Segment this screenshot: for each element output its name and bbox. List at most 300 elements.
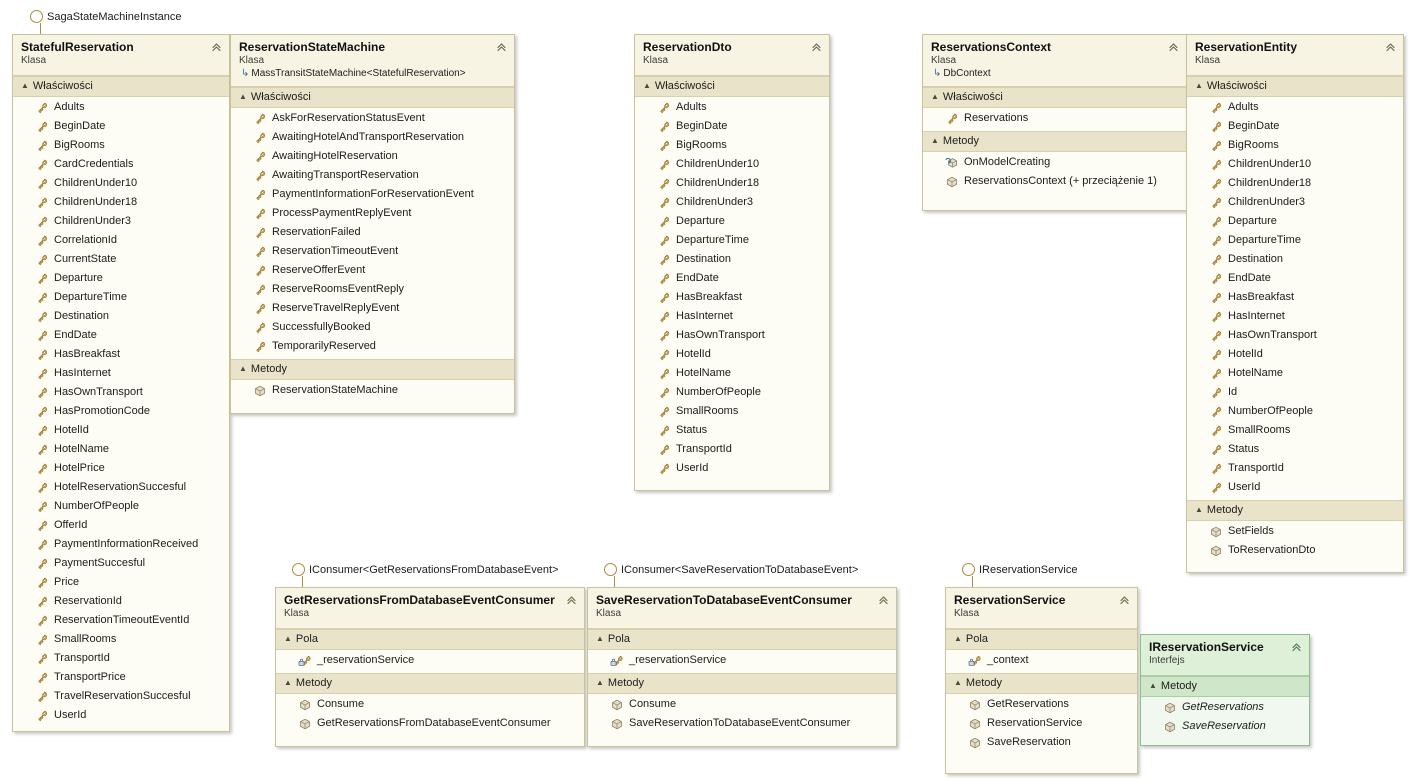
member-row[interactable] — [13, 668, 229, 687]
member-row[interactable] — [1187, 522, 1403, 541]
section-header-pola[interactable] — [588, 629, 896, 650]
class-base-type-label: MassTransitStateMachine<StatefulReservation> — [251, 68, 466, 79]
class-box-reservation-entity[interactable] — [1186, 34, 1404, 573]
property-icon — [1209, 101, 1223, 115]
section-toggle-triangle-icon[interactable]: ▲ — [954, 633, 962, 643]
member-row[interactable] — [635, 345, 829, 364]
section-toggle-triangle-icon[interactable]: ▲ — [1149, 680, 1157, 690]
member-label: Adults — [54, 101, 85, 113]
member-row[interactable] — [13, 117, 229, 136]
member-list — [231, 108, 514, 359]
member-row[interactable] — [588, 651, 896, 670]
section-toggle-triangle-icon[interactable]: ▲ — [643, 80, 651, 90]
property-icon — [35, 253, 49, 267]
member-row[interactable] — [231, 261, 514, 280]
member-row[interactable] — [231, 299, 514, 318]
lollipop-circle-icon — [30, 10, 43, 23]
property-icon — [35, 538, 49, 552]
lollipop-label: IConsumer<SaveReservationToDatabaseEvent> — [621, 563, 859, 576]
class-box-ireservation-service[interactable] — [1140, 634, 1310, 746]
member-row[interactable] — [635, 117, 829, 136]
member-row[interactable] — [1187, 117, 1403, 136]
class-base-type — [239, 67, 506, 81]
property-icon — [35, 690, 49, 704]
property-icon — [1209, 329, 1223, 343]
property-icon — [35, 443, 49, 457]
lollipop-label: IReservationService — [979, 563, 1078, 576]
collapse-chevron-icon[interactable] — [877, 593, 890, 606]
property-icon — [35, 329, 49, 343]
member-row[interactable] — [13, 440, 229, 459]
member-row[interactable] — [635, 402, 829, 421]
interface-lollipop-iconsumer-getreservations[interactable] — [292, 563, 558, 576]
member-row[interactable] — [588, 695, 896, 714]
section-label: Właściwości — [250, 91, 311, 103]
member-row[interactable] — [1187, 326, 1403, 345]
collapse-chevron-icon[interactable] — [1290, 640, 1303, 653]
member-row[interactable] — [1187, 478, 1403, 497]
section-toggle-triangle-icon[interactable]: ▲ — [1195, 80, 1203, 90]
member-row[interactable] — [13, 592, 229, 611]
member-label: OnModelCreating — [964, 156, 1051, 168]
section-label: Właściwości — [32, 80, 93, 92]
member-row[interactable] — [1187, 212, 1403, 231]
property-icon — [35, 595, 49, 609]
member-row[interactable] — [635, 288, 829, 307]
section-header-metody[interactable] — [946, 673, 1137, 694]
method-icon — [298, 717, 312, 731]
section-toggle-triangle-icon[interactable]: ▲ — [931, 135, 939, 145]
member-list — [923, 152, 1186, 194]
collapse-chevron-icon[interactable] — [810, 40, 823, 53]
section-label: Metody — [1206, 504, 1243, 516]
property-icon — [35, 101, 49, 115]
class-title: ReservationStateMachine — [239, 40, 386, 54]
property-icon — [35, 120, 49, 134]
section-toggle-triangle-icon[interactable]: ▲ — [21, 80, 29, 90]
member-list — [13, 97, 229, 728]
member-label: NumberOfPeople — [1228, 405, 1313, 417]
member-row[interactable] — [635, 269, 829, 288]
member-row[interactable] — [1187, 193, 1403, 212]
section-toggle-triangle-icon[interactable]: ▲ — [284, 633, 292, 643]
member-row[interactable] — [1187, 345, 1403, 364]
property-icon — [657, 120, 671, 134]
property-icon — [253, 150, 267, 164]
collapse-chevron-icon[interactable] — [1384, 40, 1397, 53]
member-row[interactable] — [276, 695, 584, 714]
member-label: Adults — [1228, 101, 1259, 113]
member-row[interactable] — [231, 242, 514, 261]
property-icon — [35, 139, 49, 153]
property-icon — [253, 169, 267, 183]
member-label: GetReservations — [1182, 701, 1264, 713]
property-icon — [1209, 196, 1223, 210]
member-label: UserId — [676, 462, 709, 474]
class-stereotype: Klasa — [931, 55, 957, 66]
member-row[interactable] — [1141, 717, 1309, 736]
lollipop-label: SagaStateMachineInstance — [47, 10, 182, 23]
member-row[interactable] — [13, 326, 229, 345]
property-icon — [657, 177, 671, 191]
member-row[interactable] — [1141, 698, 1309, 717]
class-box-reservation-state-machine[interactable] — [230, 34, 515, 414]
property-icon — [35, 291, 49, 305]
section-header-właściwości[interactable] — [231, 87, 514, 108]
section-header-pola[interactable] — [276, 629, 584, 650]
member-label: _context — [987, 654, 1029, 666]
member-row[interactable] — [635, 307, 829, 326]
member-row[interactable] — [635, 193, 829, 212]
member-label: ReservationService — [987, 717, 1083, 729]
member-row[interactable] — [231, 128, 514, 147]
member-row[interactable] — [13, 136, 229, 155]
collapse-chevron-icon[interactable] — [495, 40, 508, 53]
property-icon — [657, 367, 671, 381]
class-title: ReservationService — [954, 593, 1066, 607]
property-icon — [1209, 443, 1223, 457]
member-row[interactable] — [13, 307, 229, 326]
member-label: SmallRooms — [676, 405, 739, 417]
property-icon — [253, 245, 267, 259]
member-label: GetReservations — [987, 698, 1069, 710]
property-icon — [35, 709, 49, 723]
method-override-icon — [945, 156, 959, 170]
member-row[interactable] — [13, 402, 229, 421]
member-label: TemporarilyReserved — [272, 340, 376, 352]
member-label: ReserveTravelReplyEvent — [272, 302, 400, 314]
method-icon — [610, 698, 624, 712]
property-icon — [1209, 158, 1223, 172]
property-icon — [35, 481, 49, 495]
class-box-reservation-service[interactable] — [945, 587, 1138, 774]
member-row[interactable] — [1187, 421, 1403, 440]
member-label: Price — [54, 576, 80, 588]
section-toggle-triangle-icon[interactable]: ▲ — [596, 633, 604, 643]
property-icon — [657, 291, 671, 305]
member-label: SmallRooms — [54, 633, 117, 645]
property-icon — [945, 112, 959, 126]
section-header-metody[interactable] — [276, 673, 584, 694]
member-label: Reservations — [964, 112, 1029, 124]
member-row[interactable] — [231, 381, 514, 400]
method-icon — [1163, 720, 1177, 734]
member-label: ReserveOfferEvent — [272, 264, 366, 276]
member-row[interactable] — [1187, 136, 1403, 155]
member-label: BeginDate — [54, 120, 106, 132]
member-row[interactable] — [13, 706, 229, 725]
member-row[interactable] — [1187, 231, 1403, 250]
member-row[interactable] — [13, 687, 229, 706]
property-icon — [35, 519, 49, 533]
property-icon — [253, 302, 267, 316]
member-row[interactable] — [13, 459, 229, 478]
member-row[interactable] — [13, 345, 229, 364]
lollipop-label: IConsumer<GetReservationsFromDatabaseEvent> — [309, 563, 559, 576]
class-stereotype: Klasa — [239, 55, 265, 66]
member-row[interactable] — [231, 185, 514, 204]
member-row[interactable] — [13, 212, 229, 231]
property-icon — [253, 264, 267, 278]
section-label: Właściwości — [1206, 80, 1267, 92]
member-row[interactable] — [231, 223, 514, 242]
member-label: ChildrenUnder10 — [1228, 158, 1312, 170]
member-row[interactable] — [13, 497, 229, 516]
member-row[interactable] — [13, 516, 229, 535]
member-row[interactable] — [231, 109, 514, 128]
member-row[interactable] — [635, 155, 829, 174]
class-title: IReservationService — [1149, 640, 1264, 654]
member-label: HotelId — [54, 424, 89, 436]
member-row[interactable] — [231, 147, 514, 166]
property-icon — [657, 424, 671, 438]
member-label: TransportId — [676, 443, 732, 455]
interface-lollipop-saga-state-machine-instance[interactable] — [30, 10, 182, 23]
property-icon — [35, 272, 49, 286]
member-row[interactable] — [946, 714, 1137, 733]
member-list — [923, 108, 1186, 131]
interface-lollipop-iconsumer-savereservation[interactable] — [604, 563, 858, 576]
member-row[interactable] — [1187, 288, 1403, 307]
member-row[interactable] — [635, 212, 829, 231]
member-label: SmallRooms — [1228, 424, 1291, 436]
class-header — [923, 35, 1186, 87]
method-icon — [1209, 525, 1223, 539]
property-icon — [253, 207, 267, 221]
member-row[interactable] — [635, 459, 829, 478]
interface-lollipop-ireservationservice[interactable] — [962, 563, 1077, 576]
property-icon — [35, 386, 49, 400]
member-label: TransportPrice — [54, 671, 126, 683]
member-row[interactable] — [13, 155, 229, 174]
collapse-chevron-icon[interactable] — [1118, 593, 1131, 606]
member-row[interactable] — [1187, 402, 1403, 421]
member-row[interactable] — [1187, 383, 1403, 402]
member-row[interactable] — [946, 651, 1137, 670]
member-row[interactable] — [13, 231, 229, 250]
member-label: HotelReservationSuccesful — [54, 481, 187, 493]
section-toggle-triangle-icon[interactable]: ▲ — [954, 677, 962, 687]
member-label: PaymentInformationReceived — [54, 538, 199, 550]
class-box-get-reservations-from-database-event-consumer[interactable] — [275, 587, 585, 747]
member-row[interactable] — [13, 174, 229, 193]
member-label: HotelId — [676, 348, 711, 360]
member-label: HasOwnTransport — [1228, 329, 1317, 341]
member-row[interactable] — [13, 535, 229, 554]
member-label: ReserveRoomsEventReply — [272, 283, 405, 295]
member-label: ChildrenUnder3 — [54, 215, 132, 227]
member-row[interactable] — [13, 364, 229, 383]
member-label: HasInternet — [676, 310, 733, 322]
property-icon — [657, 386, 671, 400]
member-row[interactable] — [635, 98, 829, 117]
member-row[interactable] — [231, 204, 514, 223]
member-label: Destination — [1228, 253, 1284, 265]
member-row[interactable] — [13, 269, 229, 288]
collapse-chevron-icon[interactable] — [565, 593, 578, 606]
inheritance-arrow-icon: ↳ — [241, 68, 250, 79]
member-row[interactable] — [923, 153, 1186, 172]
member-row[interactable] — [276, 714, 584, 733]
section-header-metody[interactable] — [1187, 500, 1403, 521]
section-toggle-triangle-icon[interactable]: ▲ — [239, 91, 247, 101]
class-title: StatefulReservation — [21, 40, 134, 54]
member-row[interactable] — [635, 440, 829, 459]
method-icon — [1163, 701, 1177, 715]
member-label: Adults — [676, 101, 707, 113]
member-row[interactable] — [13, 649, 229, 668]
property-icon — [253, 283, 267, 297]
member-row[interactable] — [13, 611, 229, 630]
section-toggle-triangle-icon[interactable]: ▲ — [284, 677, 292, 687]
section-header-właściwości[interactable] — [1187, 76, 1403, 97]
member-row[interactable] — [231, 280, 514, 299]
property-icon — [35, 234, 49, 248]
member-row[interactable] — [635, 326, 829, 345]
member-row[interactable] — [946, 733, 1137, 752]
member-row[interactable] — [276, 651, 584, 670]
member-row[interactable] — [13, 630, 229, 649]
collapse-chevron-icon[interactable] — [210, 40, 223, 53]
property-icon — [253, 112, 267, 126]
property-icon — [35, 576, 49, 590]
member-label: SaveReservationToDatabaseEventConsumer — [629, 717, 851, 729]
section-toggle-triangle-icon[interactable]: ▲ — [239, 363, 247, 373]
member-row[interactable] — [1187, 98, 1403, 117]
member-row[interactable] — [635, 231, 829, 250]
member-label: BigRooms — [1228, 139, 1279, 151]
member-row[interactable] — [1187, 541, 1403, 560]
member-label: _reservationService — [317, 654, 415, 666]
member-row[interactable] — [1187, 459, 1403, 478]
property-icon — [35, 310, 49, 324]
member-list — [635, 97, 829, 481]
class-box-stateful-reservation[interactable] — [12, 34, 230, 732]
property-icon — [1209, 386, 1223, 400]
member-row[interactable] — [13, 573, 229, 592]
member-row[interactable] — [13, 193, 229, 212]
member-label: OfferId — [54, 519, 88, 531]
member-row[interactable] — [231, 318, 514, 337]
section-header-metody[interactable] — [923, 131, 1186, 152]
property-icon — [657, 139, 671, 153]
member-row[interactable] — [1187, 364, 1403, 383]
class-box-reservation-dto[interactable] — [634, 34, 830, 491]
member-label: Id — [1228, 386, 1238, 398]
member-label: Consume — [629, 698, 677, 710]
property-icon — [253, 321, 267, 335]
class-header — [946, 588, 1137, 629]
member-row[interactable] — [635, 136, 829, 155]
member-label: DepartureTime — [1228, 234, 1301, 246]
member-row[interactable] — [946, 695, 1137, 714]
section-header-metody[interactable] — [231, 359, 514, 380]
member-label: HotelPrice — [54, 462, 105, 474]
collapse-chevron-icon[interactable] — [1167, 40, 1180, 53]
member-row[interactable] — [635, 250, 829, 269]
member-row[interactable] — [635, 174, 829, 193]
member-row[interactable] — [1187, 174, 1403, 193]
class-box-reservations-context[interactable] — [922, 34, 1187, 211]
section-toggle-triangle-icon[interactable]: ▲ — [931, 91, 939, 101]
class-header — [635, 35, 829, 76]
member-label: HasInternet — [1228, 310, 1285, 322]
member-row[interactable] — [588, 714, 896, 733]
member-row[interactable] — [1187, 440, 1403, 459]
section-header-metody[interactable] — [1141, 676, 1309, 697]
section-label: Metody — [942, 135, 979, 147]
property-icon — [35, 652, 49, 666]
property-icon — [1209, 253, 1223, 267]
member-row[interactable] — [635, 383, 829, 402]
method-icon — [1209, 544, 1223, 558]
member-row[interactable] — [13, 554, 229, 573]
member-label: ReservationId — [54, 595, 122, 607]
member-label: Destination — [54, 310, 110, 322]
member-label: BeginDate — [676, 120, 728, 132]
section-header-metody[interactable] — [588, 673, 896, 694]
member-row[interactable] — [13, 288, 229, 307]
member-label: HotelId — [1228, 348, 1263, 360]
member-list — [1187, 521, 1403, 563]
member-row[interactable] — [1187, 307, 1403, 326]
section-toggle-triangle-icon[interactable]: ▲ — [596, 677, 604, 687]
class-stereotype: Klasa — [643, 55, 669, 66]
member-label: AwaitingTransportReservation — [272, 169, 419, 181]
property-icon — [35, 348, 49, 362]
member-row[interactable] — [923, 109, 1186, 128]
member-row[interactable] — [923, 172, 1186, 191]
property-icon — [253, 188, 267, 202]
member-row[interactable] — [1187, 269, 1403, 288]
member-row[interactable] — [13, 250, 229, 269]
class-box-save-reservation-to-database-event-consumer[interactable] — [587, 587, 897, 747]
class-title: GetReservationsFromDatabaseEventConsumer — [284, 593, 555, 607]
member-label: ReservationFailed — [272, 226, 361, 238]
member-label: Departure — [1228, 215, 1277, 227]
member-row[interactable] — [231, 166, 514, 185]
property-icon — [35, 500, 49, 514]
member-label: AskForReservationStatusEvent — [272, 112, 425, 124]
member-row[interactable] — [635, 421, 829, 440]
member-row[interactable] — [13, 383, 229, 402]
section-header-właściwości[interactable] — [923, 87, 1186, 108]
property-icon — [657, 348, 671, 362]
member-row[interactable] — [13, 421, 229, 440]
section-header-właściwości[interactable] — [13, 76, 229, 97]
member-label: HasInternet — [54, 367, 111, 379]
member-label: DepartureTime — [676, 234, 749, 246]
member-label: SuccessfullyBooked — [272, 321, 371, 333]
section-toggle-triangle-icon[interactable]: ▲ — [1195, 504, 1203, 514]
member-row[interactable] — [1187, 155, 1403, 174]
member-row[interactable] — [13, 478, 229, 497]
member-label: NumberOfPeople — [676, 386, 761, 398]
member-label: EndDate — [676, 272, 719, 284]
lollipop-circle-icon — [292, 563, 305, 576]
property-icon — [1209, 405, 1223, 419]
class-header — [231, 35, 514, 87]
member-row[interactable] — [231, 337, 514, 356]
member-row[interactable] — [13, 98, 229, 117]
member-row[interactable] — [635, 364, 829, 383]
class-stereotype: Klasa — [596, 608, 622, 619]
member-row[interactable] — [1187, 250, 1403, 269]
section-header-właściwości[interactable] — [635, 76, 829, 97]
member-label: HasOwnTransport — [676, 329, 765, 341]
section-header-pola[interactable] — [946, 629, 1137, 650]
member-label: BigRooms — [54, 139, 105, 151]
